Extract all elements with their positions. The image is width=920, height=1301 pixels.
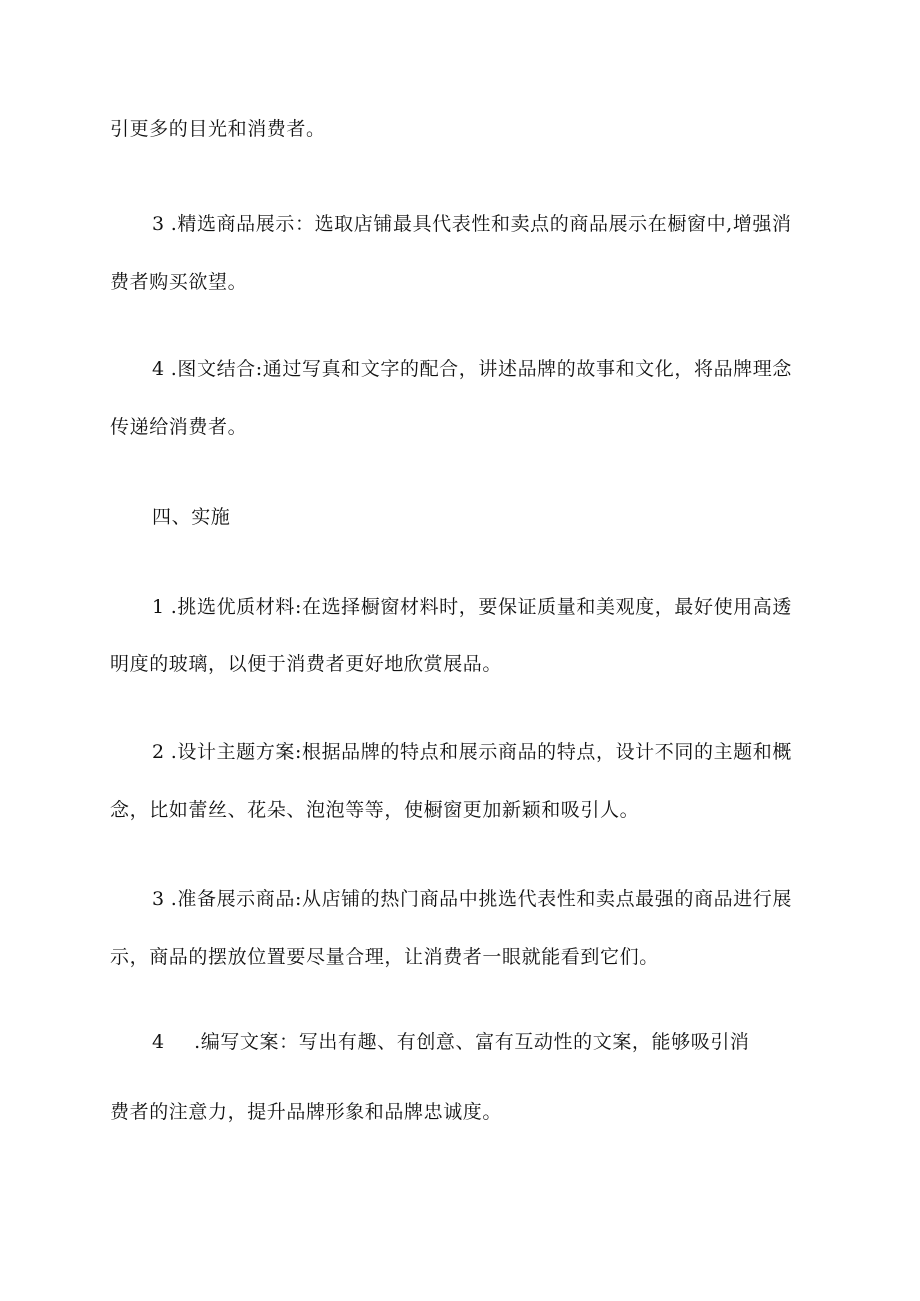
item-number: 1	[152, 596, 165, 618]
line-text: .准备展示商品:从店铺的热门商品中挑选代表性和卖点最强的商品进行展	[170, 888, 792, 910]
paragraph-line	[110, 1100, 502, 1124]
paragraph-line	[110, 945, 659, 969]
paragraph-line	[110, 117, 326, 141]
line-text: .挑选优质材料:在选择橱窗材料时，要保证质量和美观度，最好使用高透	[170, 596, 792, 618]
list-item-line	[152, 887, 792, 911]
section-heading	[152, 505, 230, 529]
paragraph-line	[110, 652, 502, 676]
list-item-line	[152, 1030, 750, 1054]
line-text: 念，比如蕾丝、花朵、泡泡等等，使橱窗更加新颖和吸引人。	[110, 799, 640, 821]
line-text: .设计主题方案:根据品牌的特点和展示商品的特点，设计不同的主题和概	[170, 741, 792, 763]
heading-text: 四、实施	[152, 506, 231, 528]
line-text: .编写文案：写出有趣、有创意、富有互动性的文案，能够吸引消	[194, 1031, 750, 1053]
item-number: 4	[152, 1031, 165, 1053]
item-number: 3	[152, 888, 165, 910]
line-text: 传递给消费者。	[110, 416, 248, 438]
line-text: 明度的玻璃，以便于消费者更好地欣赏展品。	[110, 653, 503, 675]
line-text: 费者购买欲望。	[110, 271, 248, 293]
paragraph-line	[110, 798, 639, 822]
list-item-line	[152, 212, 792, 236]
paragraph-line	[110, 415, 247, 439]
item-number: 2	[152, 741, 165, 763]
list-item-line	[152, 595, 792, 619]
line-text: 费者的注意力，提升品牌形象和品牌忠诚度。	[110, 1101, 503, 1123]
item-number: 4	[152, 358, 165, 380]
line-text: 示，商品的摆放位置要尽量合理，让消费者一眼就能看到它们。	[110, 946, 659, 968]
paragraph-line	[110, 270, 247, 294]
line-text: .图文结合:通过写真和文字的配合，讲述品牌的故事和文化，将品牌理念	[170, 358, 792, 380]
list-item-line	[152, 357, 792, 381]
line-text: 引更多的目光和消费者。	[110, 118, 326, 140]
list-item-line	[152, 740, 792, 764]
line-text: .精选商品展示：选取店铺最具代表性和卖点的商品展示在橱窗中,增强消	[170, 213, 792, 235]
item-number: 3	[152, 213, 165, 235]
